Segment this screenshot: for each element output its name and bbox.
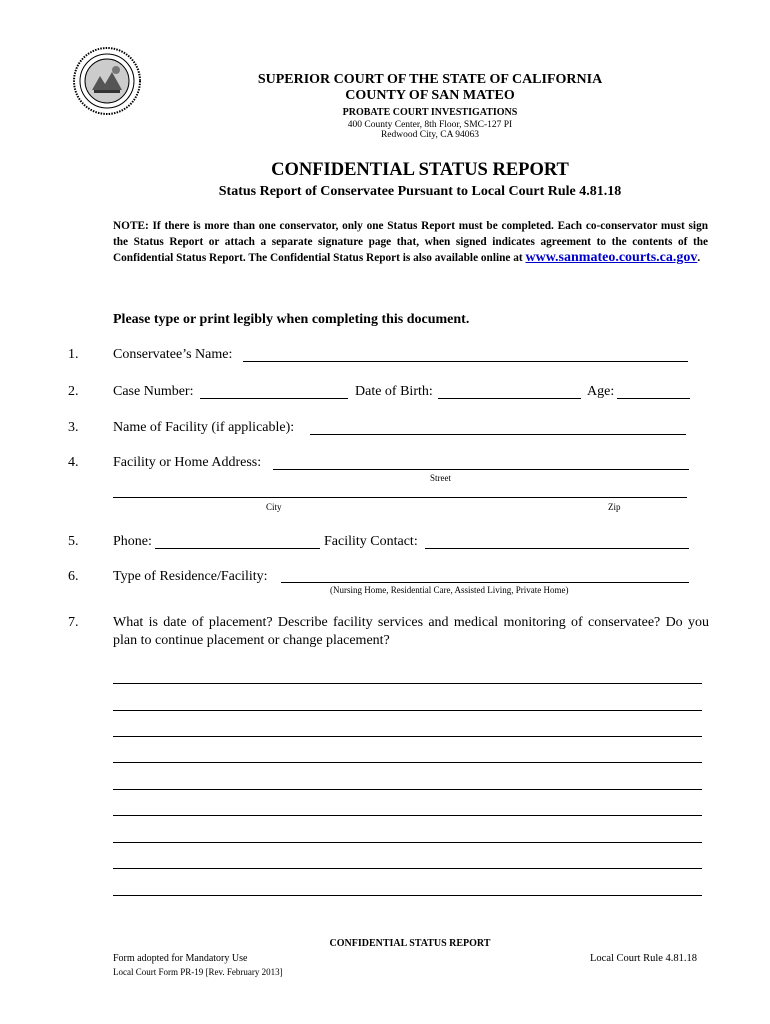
footer-title: CONFIDENTIAL STATUS REPORT: [329, 938, 491, 949]
note-text: NOTE: If there is more than one conservator, only one Status Report must be completed. Each co-conservator must sign the Status Report or attach a separate signature page that, when signed indicates agreement to the contents of the Confidential Status Report. The Confidential Status Report is also available online at: [113, 220, 708, 264]
answer-line[interactable]: [113, 710, 702, 711]
court-name: SUPERIOR COURT OF THE STATE OF CALIFORNIA: [257, 72, 603, 87]
residence-type-hint: (Nursing Home, Residential Care, Assisted Living, Private Home): [330, 585, 569, 595]
item-number-7: 7.: [68, 615, 79, 630]
facility-contact-field[interactable]: [425, 548, 689, 549]
county-name: COUNTY OF SAN MATEO: [345, 88, 515, 103]
division-name: PROBATE COURT INVESTIGATIONS: [342, 107, 518, 118]
answer-line[interactable]: [113, 842, 702, 843]
court-header: [200, 72, 660, 104]
answer-line[interactable]: [113, 789, 702, 790]
residence-type-field[interactable]: [281, 582, 689, 583]
item-number-3: 3.: [68, 420, 79, 435]
zip-caption: Zip: [608, 502, 621, 512]
answer-line[interactable]: [113, 815, 702, 816]
website-link[interactable]: www.sanmateo.courts.ca.gov: [525, 250, 698, 265]
answer-line[interactable]: [113, 683, 702, 684]
address-label: Facility or Home Address:: [113, 455, 262, 470]
street-caption: Street: [430, 473, 451, 483]
answer-line[interactable]: [113, 736, 702, 737]
item-number-2: 2.: [68, 384, 79, 399]
footer-adoption: Form adopted for Mandatory Use: [113, 953, 248, 964]
facility-contact-label: Facility Contact:: [324, 534, 418, 549]
dob-field[interactable]: [438, 398, 581, 399]
item-number-6: 6.: [68, 569, 79, 584]
facility-name-label: Name of Facility (if applicable):: [113, 420, 295, 435]
answer-line[interactable]: [113, 868, 702, 869]
county-seal-icon: [72, 46, 142, 116]
footer-form-number: Local Court Form PR-19 [Rev. February 2013]: [113, 967, 283, 977]
age-field[interactable]: [617, 398, 690, 399]
dob-label: Date of Birth:: [355, 384, 433, 399]
address-line-2: Redwood City, CA 94063: [380, 130, 480, 140]
item-number-1: 1.: [68, 347, 79, 362]
answer-line[interactable]: [113, 895, 702, 896]
item-number-5: 5.: [68, 534, 79, 549]
address-line-1: 400 County Center, 8th Floor, SMC-127 PI: [347, 120, 513, 130]
conservatee-name-field[interactable]: [243, 361, 688, 362]
case-number-label: Case Number:: [113, 384, 194, 399]
city-caption: City: [266, 502, 282, 512]
residence-type-label: Type of Residence/Facility:: [113, 569, 268, 584]
court-address: [200, 120, 660, 140]
conservatee-name-label: Conservatee’s Name:: [113, 347, 233, 362]
city-zip-field[interactable]: [113, 497, 687, 498]
instruction-text: Please type or print legibly when completing this document.: [113, 312, 470, 327]
footer-rule: Local Court Rule 4.81.18: [590, 953, 698, 964]
note-paragraph: [113, 218, 708, 266]
note-end: .: [697, 252, 701, 264]
phone-field[interactable]: [155, 548, 320, 549]
case-number-field[interactable]: [200, 398, 348, 399]
item-number-4: 4.: [68, 455, 79, 470]
question-7: What is date of placement? Describe facility services and medical monitoring of conservatee? Do you plan to continue placement or change placement?: [113, 615, 709, 648]
age-label: Age:: [587, 384, 615, 399]
page-title: CONFIDENTIAL STATUS REPORT: [271, 160, 569, 180]
phone-label: Phone:: [113, 534, 152, 549]
page-subtitle: Status Report of Conservatee Pursuant to Local Court Rule 4.81.18: [218, 184, 622, 199]
street-field[interactable]: [273, 469, 689, 470]
facility-name-field[interactable]: [310, 434, 686, 435]
answer-line[interactable]: [113, 762, 702, 763]
